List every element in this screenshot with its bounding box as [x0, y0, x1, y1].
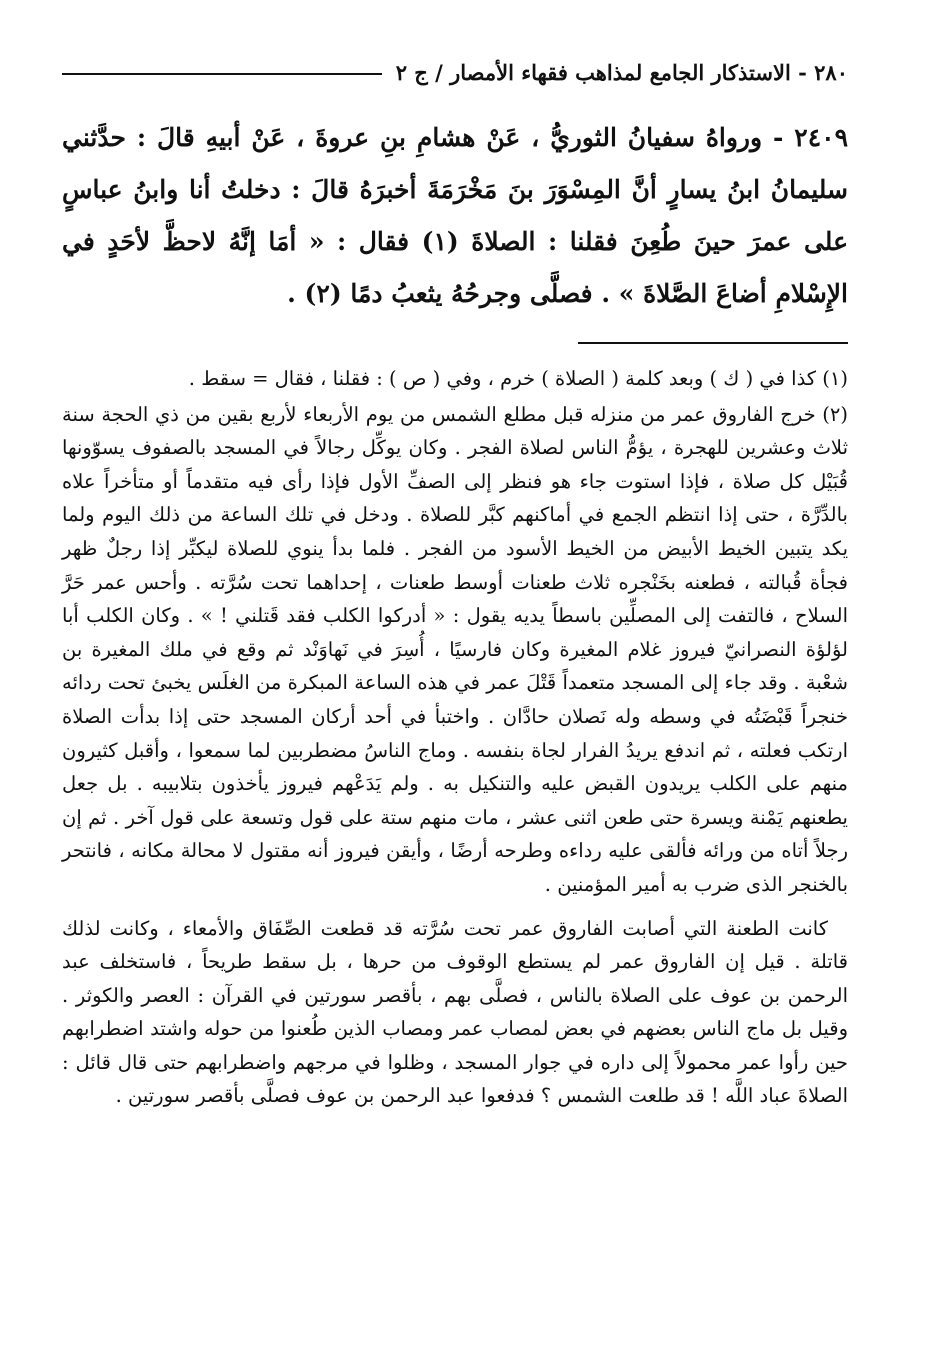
header-title: ٢٨٠ - الاستذكار الجامع لمذاهب فقهاء الأمصار / ج ٢	[395, 59, 848, 85]
page	[62, 52, 848, 1113]
footnote-separator	[578, 342, 848, 344]
running-header	[62, 52, 848, 92]
hadith-paragraph: ٢٤٠٩ - ورواهُ سفيانُ الثوريُّ ، عَنْ هشامِ بنِ عروةَ ، عَنْ أبيهِ قالَ : حدَّثني سليمانُ ابنُ يسارٍ أنَّ المِسْوَرَ بنَ مَخْرَمَةَ أخبرَهُ قالَ : دخلتُ أنا وابنُ عباسٍ على عمرَ حينَ طُعِنَ فقلنا : الصلاةَ (١) فقال : « أمَا إنَّهُ لاحظَّ لأحَدٍ في الإِسْلامِ أضاعَ الصَّلاةَ » . فصلَّى وجرحُهُ يثعبُ دمًا (٢) .	[62, 123, 848, 308]
footnote-2: (٢) خرج الفاروق عمر من منزله قبل مطلع الشمس من يوم الأربعاء لأربع بقين من ذي الحجة سنة ثلاث وعشرين للهجرة ، يؤمُّ الناس لصلاة الفجر . وكان يوكِّل رجالاً في المسجد بالصفوف يسوّونها قُبَيْل كل صلاة ، فإذا استوت جاء هو فنظر إلى الصفِّ الأول فإذا رأى فيه متقدماً أو متأخراً علاه بالدِّرَّة ، حتى إذا انتظم الجمع في أماكنهم كبَّر للصلاة . ودخل في تلك الساعة من ذلك اليوم ولما يكد يتبين الخيط الأبيض من الخيط الأسود من الفجر . فلما بدأ ينوي للصلاة ليكبِّر إذا رجلٌ ظهر فجأة قُبالته ، فطعنه بخَنْجره ثلاث طعنات أوسط طعنات ، إحداهما تحت سُرَّته . وأحس عمر حَرَّ السلاح ، فالتفت إلى المصلِّين باسطاً يديه يقول : « أدركوا الكلب فقد قَتلني ! » . وكان الكلب أبا لؤلؤة النصرانيّ فيروز غلام المغيرة وكان فارسيًا ، أُسِرَ في نَهاوَنْد ثم وقع في ملك المغيرة بن شعْبة . وقد جاء إلى المسجد متعمداً قَتْلَ عمر في هذه الساعة المبكرة من الغلَس يخبئ تحت ردائه خنجراً قَبْضَتُه في وسطه وله نَصلان حادَّان . واختبأ في أحد أركان المسجد حتى إذا بدأت الصلاة ارتكب فعلته ، ثم اندفع يريدُ الفرار لجاة بنفسه . وماج الناسُ مضطربين لما سمعوا ، وأقبل كثيرون منهم على الكلب يريدون القبض عليه والتنكيل به . ولم يَدَعْهم فيروز يأخذون بتلابيبه . بل جعل يطعنهم يَمْنة ويسرة حتى طعن اثنى عشر ، مات منهم ستة على قول وتسعة على قول آخر . ثم إن رجلاً أتاه من ورائه فألقى عليه رداءه وطرحه أرضًا ، وأيقن فيروز أنه مقتول لا محالة مكانه ، فانتحر بالخنجر الذى ضرب به أمير المؤمنين .	[62, 402, 848, 896]
header-rule	[62, 73, 382, 75]
footnote-continuation: كانت الطعنة التي أصابت الفاروق عمر تحت سُرَّته قد قطعت الصِّفَاق والأمعاء ، وكانت لذلك قاتلة . قيل إن الفاروق عمر لم يستطع الوقوف من حرها ، بل سقط طريحاً ، فاستخلف عبد الرحمن بن عوف على الصلاة بالناس ، فصلَّى بهم ، بأقصر سورتين في القرآن : العصر والكوثر . وقيل بل ماج الناس بعضهم في بعض لمصاب عمر ومصاب الذين طُعنوا من حوله واشتد اضطرابهم حين رأوا عمر محمولاً إلى داره في جوار المسجد ، وظلوا في مرجهم واضطرابهم حتى قال قائل : الصلاةَ عباد اللَّه ! قد طلعت الشمس ؟ فدفعوا عبد الرحمن بن عوف فصلَّى بأقصر سورتين .	[62, 916, 848, 1108]
footnote-1: (١) كذا في ( ك ) وبعد كلمة ( الصلاة ) خرم ، وفي ( ص ) : فقلنا ، فقال = سقط .	[188, 367, 848, 390]
footnotes	[62, 362, 848, 1113]
main-text	[62, 112, 848, 320]
